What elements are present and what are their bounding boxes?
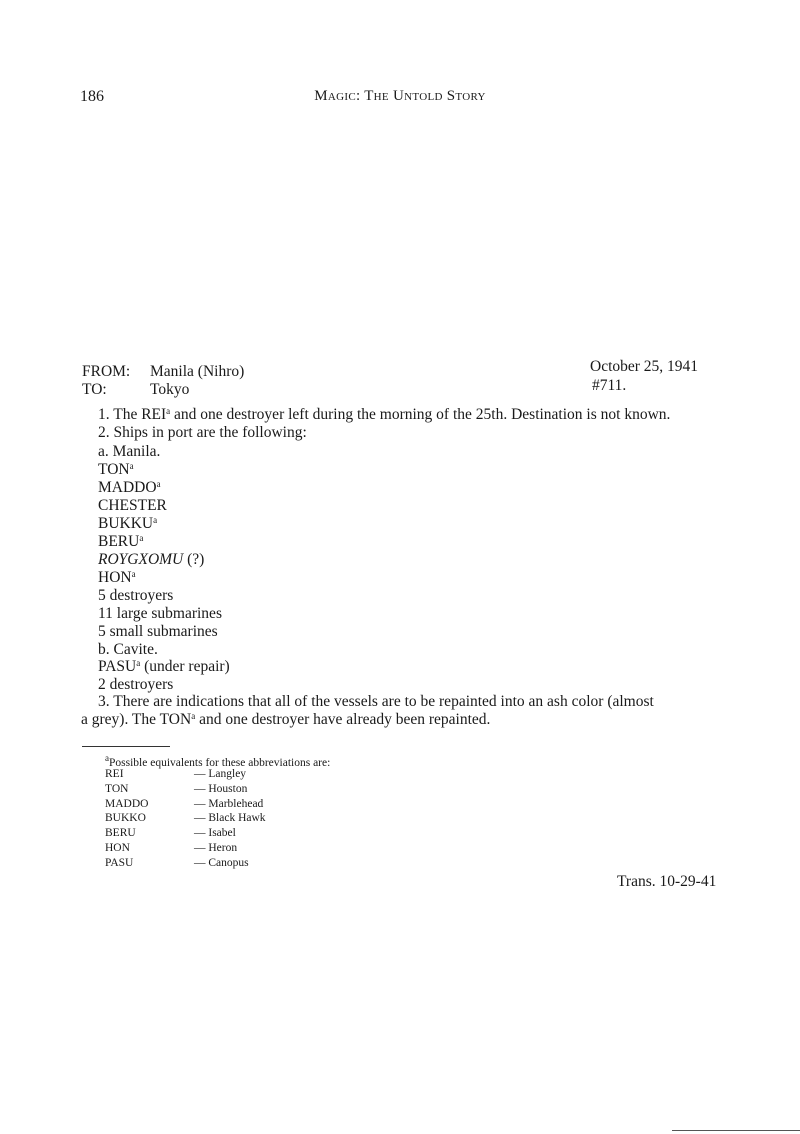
list-item-destroyers-2: 2 destroyers [98,676,174,693]
para3-end: and one destroyer have already been repainted. [195,711,491,728]
footnote-ship-name: Langley [208,768,247,780]
repair-note: (under repair) [140,658,230,675]
footnote-abbr: BERU [105,827,136,839]
footnote-dash: — [194,798,206,810]
footnote-equivalent [194,812,266,824]
footnote-mark: a [156,479,161,489]
footnote-ship-name: Houston [208,783,248,795]
footnote-dash: — [194,827,206,839]
footnote-dash: — [194,768,206,780]
footnote-abbr: TON [105,783,129,795]
footnote-dash: — [194,842,206,854]
footnote-abbr: REI [105,768,124,780]
paragraph-3-line-1: 3. There are indications that all of the vessels are to be repainted into an ash color (almost [98,693,654,710]
ship-name: BERU [98,533,140,550]
footnote-ship-name: Black Hawk [208,812,266,824]
footnote-dash: — [194,857,206,869]
footnote-equivalent [194,842,237,854]
from-label: FROM: [82,363,131,380]
list-item-maddo [98,479,161,497]
footnote-abbr: MADDO [105,798,149,810]
running-title-part1: Magic: The [314,88,393,104]
footnote-mark: a [136,658,141,668]
list-item-chester: CHESTER [98,497,167,514]
list-item-roygxomu [98,551,204,569]
ship-name: BUKKU [98,515,154,532]
footnote-mark: a [153,515,158,525]
footnote-mark: a [129,461,134,471]
ship-name: PASU [98,658,137,675]
to-value: Tokyo [150,381,190,398]
footnote-abbr: HON [105,842,130,854]
list-item-destroyers-5: 5 destroyers [98,587,174,604]
from-line [82,363,244,381]
footnote-mark: a [191,711,196,721]
message-date: October 25, 1941 [590,358,699,375]
page-number: 186 [80,88,104,105]
paragraph-1 [98,406,670,424]
running-title-part2: Untold Story [393,88,486,104]
para1-end: and one destroyer left during the morning of the 25th. Destination is not known. [170,406,671,423]
ship-name: MADDO [98,479,157,496]
footnote-equivalent [194,827,236,839]
footnote-ship-name: Marblehead [208,798,264,810]
para1-start: 1. The REI [98,406,167,423]
ship-name: TON [98,461,130,478]
footnote-intro-text: Possible equivalents for these abbreviations are: [109,757,331,769]
paragraph-2: 2. Ships in port are the following: [98,424,307,441]
footnote-equivalent [194,857,249,869]
ship-name: ROYGXOMU [98,551,184,568]
uncertain-mark: (?) [183,551,205,568]
list-item-beru [98,533,143,551]
footnote-equivalent [194,783,247,795]
footnote-intro [105,753,330,769]
from-value: Manila (Nihro) [150,363,245,380]
footnote-dash: — [194,812,206,824]
list-item-bukku [98,515,157,533]
translation-date: Trans. 10-29-41 [617,873,717,890]
paragraph-3-line-2 [81,711,490,729]
footnote-dash: — [194,783,206,795]
footnote-mark: a [105,753,109,763]
footnote-ship-name: Canopus [208,857,249,869]
footnote-equivalent [194,798,263,810]
footnote-equivalent [194,768,246,780]
footnote-mark: a [166,406,171,416]
para3-start: a grey). The TON [81,711,192,728]
list-heading-manila: a. Manila. [98,443,161,460]
bottom-edge-rule [672,1130,800,1131]
footnote-divider [82,746,170,747]
list-heading-cavite: b. Cavite. [98,641,158,658]
footnote-mark: a [131,569,136,579]
list-item-small-submarines: 5 small submarines [98,623,218,640]
list-item-ton [98,461,134,479]
running-title [0,88,800,105]
footnote-abbr: PASU [105,857,134,869]
list-item-hon [98,569,136,587]
list-item-large-submarines: 11 large submarines [98,605,222,622]
ship-name: HON [98,569,132,586]
list-item-pasu [98,658,230,676]
message-number: #711. [592,377,627,394]
footnote-abbr: BUKKO [105,812,146,824]
footnote-ship-name: Isabel [208,827,236,839]
footnote-mark: a [139,533,144,543]
to-label: TO: [82,381,107,398]
footnote-ship-name: Heron [208,842,238,854]
to-line [82,381,189,399]
